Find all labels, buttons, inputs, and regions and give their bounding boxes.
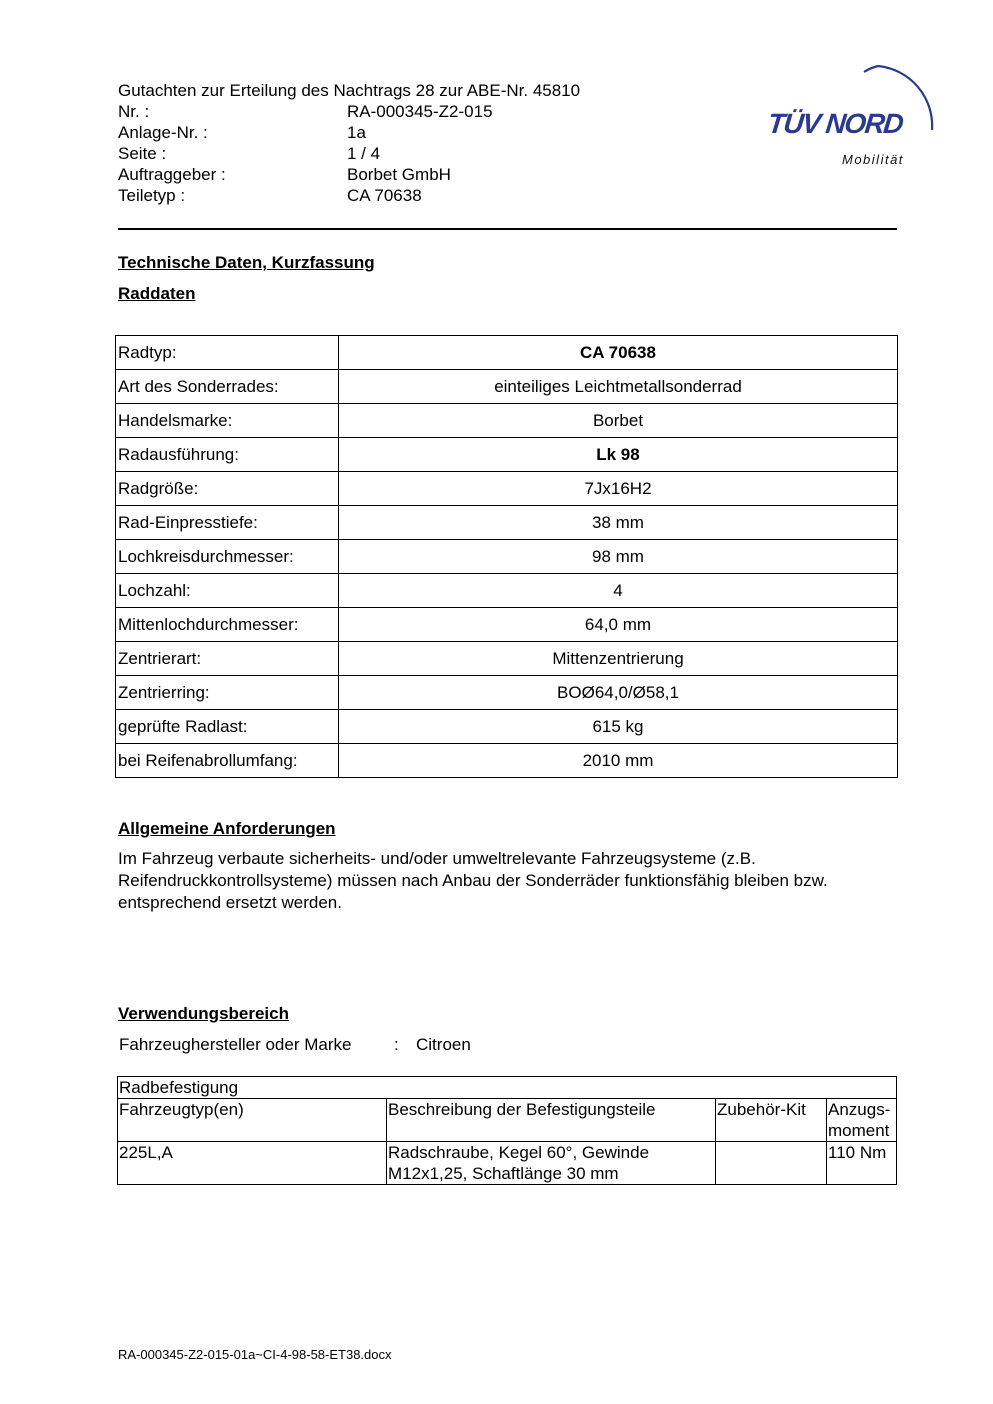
table-title-row bbox=[118, 1077, 897, 1099]
table-value: Mittenzentrierung bbox=[339, 642, 898, 676]
table-value: CA 70638 bbox=[339, 336, 898, 370]
table-value: 7Jx16H2 bbox=[339, 472, 898, 506]
table-cell: 225L,A bbox=[118, 1142, 387, 1185]
header-row-auftraggeber bbox=[118, 164, 580, 185]
column-header: Fahrzeugtyp(en) bbox=[118, 1099, 387, 1142]
table-key: Handelsmarke: bbox=[116, 404, 339, 438]
logo-word: TÜV NORD bbox=[766, 108, 904, 139]
header-label: Seite : bbox=[118, 144, 167, 163]
table-key: Radausführung: bbox=[116, 438, 339, 472]
maker-colon: : bbox=[394, 1035, 399, 1054]
wheel-data-table bbox=[115, 335, 898, 778]
header-value: 1a bbox=[347, 123, 366, 142]
table-row bbox=[116, 370, 898, 404]
table-key: Rad-Einpresstiefe: bbox=[116, 506, 339, 540]
table-row bbox=[116, 574, 898, 608]
table-row bbox=[116, 336, 898, 370]
header-label: Auftraggeber : bbox=[118, 165, 226, 184]
header-title: Gutachten zur Erteilung des Nachtrags 28 zur ABE-Nr. 45810 bbox=[118, 81, 581, 100]
header-label: Nr. : bbox=[118, 102, 150, 121]
table-value: einteiliges Leichtmetallsonderrad bbox=[339, 370, 898, 404]
table-cell: 110 Nm bbox=[827, 1142, 897, 1185]
table-row bbox=[116, 642, 898, 676]
header-value: CA 70638 bbox=[347, 186, 422, 205]
table-value: BOØ64,0/Ø58,1 bbox=[339, 676, 898, 710]
column-header: Zubehör-Kit bbox=[716, 1099, 827, 1142]
table-key: bei Reifenabrollumfang: bbox=[116, 744, 339, 778]
table-value: Lk 98 bbox=[339, 438, 898, 472]
table-key: Zentrierring: bbox=[116, 676, 339, 710]
table-row bbox=[116, 744, 898, 778]
table-cell bbox=[716, 1142, 827, 1185]
section-heading-tech: Technische Daten, Kurzfassung bbox=[118, 253, 375, 272]
section-heading-verwendung: Verwendungsbereich bbox=[118, 1004, 289, 1023]
table-key: Zentrierart: bbox=[116, 642, 339, 676]
table-row bbox=[116, 438, 898, 472]
table-key: Mittenlochdurchmesser: bbox=[116, 608, 339, 642]
header-title-row bbox=[118, 80, 580, 101]
maker-line bbox=[119, 1034, 471, 1055]
table-row bbox=[116, 676, 898, 710]
header-row-teiletyp bbox=[118, 185, 580, 206]
table-value: 98 mm bbox=[339, 540, 898, 574]
section-heading-allgemein: Allgemeine Anforderungen bbox=[118, 819, 336, 838]
table-row bbox=[116, 540, 898, 574]
table-value: 4 bbox=[339, 574, 898, 608]
table-row bbox=[116, 404, 898, 438]
table-title: Radbefestigung bbox=[118, 1077, 897, 1099]
table-value: 2010 mm bbox=[339, 744, 898, 778]
table-key: Radtyp: bbox=[116, 336, 339, 370]
table-value: Borbet bbox=[339, 404, 898, 438]
table-value: 64,0 mm bbox=[339, 608, 898, 642]
maker-label: Fahrzeughersteller oder Marke bbox=[119, 1035, 352, 1054]
table-row bbox=[116, 710, 898, 744]
header-label: Anlage-Nr. : bbox=[118, 123, 208, 142]
document-header bbox=[118, 80, 580, 206]
column-header: Beschreibung der Befestigungsteile bbox=[387, 1099, 716, 1142]
maker-value: Citroen bbox=[416, 1035, 471, 1054]
table-key: Lochzahl: bbox=[116, 574, 339, 608]
table-row bbox=[118, 1142, 897, 1185]
table-key: Lochkreisdurchmesser: bbox=[116, 540, 339, 574]
table-key: Art des Sonderrades: bbox=[116, 370, 339, 404]
header-row-seite bbox=[118, 143, 580, 164]
table-key: Radgröße: bbox=[116, 472, 339, 506]
table-value: 615 kg bbox=[339, 710, 898, 744]
table-row bbox=[116, 506, 898, 540]
header-label: Teiletyp : bbox=[118, 186, 186, 205]
header-row-anlage bbox=[118, 122, 580, 143]
header-row-nr bbox=[118, 101, 580, 122]
table-cell: Radschraube, Kegel 60°, Gewinde M12x1,25, Schaftlänge 30 mm bbox=[387, 1142, 716, 1185]
section-heading-raddaten: Raddaten bbox=[118, 284, 196, 303]
table-key: geprüfte Radlast: bbox=[116, 710, 339, 744]
allgemein-paragraph: Im Fahrzeug verbaute sicherheits- und/oder umweltrelevante Fahrzeugsysteme (z.B. Reifendruckkontrollsysteme) müssen nach Anbau der Sonderräder funktionsfähig bleiben bzw. entsprechend ersetzt werden. bbox=[118, 849, 828, 912]
column-header: Anzugs-moment bbox=[827, 1099, 897, 1142]
logo-subtitle: Mobilität bbox=[842, 152, 904, 167]
header-divider bbox=[118, 228, 897, 230]
header-value: RA-000345-Z2-015 bbox=[347, 102, 493, 121]
footer-filename: RA-000345-Z2-015-01a~CI-4-98-58-ET38.docx bbox=[118, 1347, 392, 1362]
table-header-row bbox=[118, 1099, 897, 1142]
tuv-nord-logo bbox=[760, 58, 940, 173]
fastening-table bbox=[117, 1076, 897, 1185]
table-row bbox=[116, 472, 898, 506]
header-value: 1 / 4 bbox=[347, 144, 381, 163]
header-value: Borbet GmbH bbox=[347, 165, 451, 184]
table-value: 38 mm bbox=[339, 506, 898, 540]
table-row bbox=[116, 608, 898, 642]
